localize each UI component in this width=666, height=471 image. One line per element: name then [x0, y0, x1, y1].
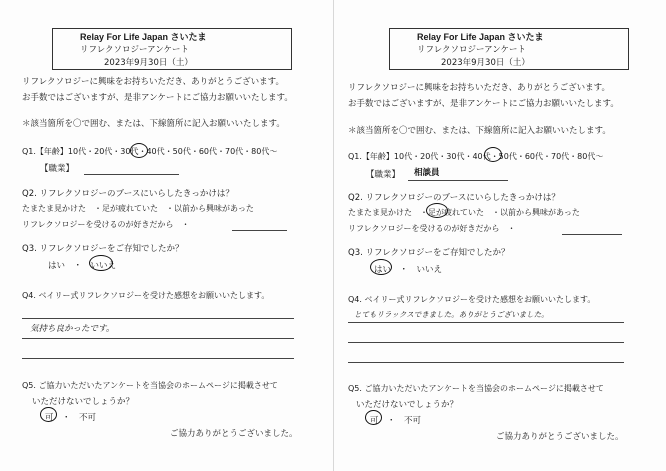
q5-line-2: いただけないでしょうか？ — [356, 400, 459, 410]
q2-question: Q2. リフレクソロジーのブースにいらしたきっかけは？ — [348, 193, 560, 203]
thanks-text: ご協力ありがとうございました。 — [496, 432, 624, 442]
age-answer-circle — [484, 147, 502, 162]
intro-line-2: お手数ではございますが、是非アンケートにご協力お願いいたします。 — [348, 99, 619, 109]
q2-options: たまたま見かけた ・足が疲れていた ・以前から興味があった — [348, 208, 580, 217]
survey-date: 2023年9月30日（土） — [104, 58, 193, 68]
q4-line-1 — [348, 322, 624, 323]
instruction: ＊該当箇所を〇で囲む、または、下線箇所に記入お願いいたします。 — [348, 126, 611, 136]
q4-line-2 — [348, 342, 624, 343]
age-answer-circle — [130, 143, 148, 158]
q5-answer-circle — [40, 407, 57, 422]
q5-options: 可 ・ 不可 — [370, 416, 422, 426]
q4-handwritten-answer: とてもリラックスできました。ありがとうございました。 — [354, 310, 549, 319]
q5-line-1: Q5. ご協力いただいたアンケートを当協会のホームページに掲載させて — [348, 384, 604, 393]
instruction: ＊該当箇所を〇で囲む、または、下線箇所に記入お願いいたします。 — [22, 119, 285, 129]
survey-header — [52, 28, 292, 70]
survey-title: リフレクソロジーアンケート — [417, 45, 527, 55]
q2-question: Q2. リフレクソロジーのブースにいらしたきっかけは？ — [22, 189, 234, 199]
q3-options: はい ・ いいえ — [374, 265, 443, 275]
survey-title: リフレクソロジーアンケート — [80, 45, 190, 55]
intro-line-1: リフレクソロジーに興味をお持ちいただき、ありがとうございます。 — [22, 77, 284, 87]
q1-job-label: 【職業】 — [40, 164, 75, 174]
q5-line-2: いただけないでしょうか？ — [32, 397, 135, 407]
q3-question: Q3. リフレクソロジーをご存知でしたか？ — [22, 244, 184, 254]
q2-options-2: リフレクソロジーを受けるのが好きだから ・ — [22, 220, 190, 229]
q4-line-2 — [22, 338, 294, 339]
job-line — [84, 174, 179, 175]
q4-line-3 — [22, 358, 294, 359]
intro-line-1: リフレクソロジーに興味をお持ちいただき、ありがとうございます。 — [348, 83, 610, 93]
org-name: Relay For Life Japan さいたま — [80, 32, 207, 42]
q5-options: 可 ・ 不可 — [45, 413, 97, 423]
q1-age: Q1.【年齢】10代・20代・30代・40代・50代・60代・70代・80代～ — [348, 152, 604, 161]
q5-answer-circle — [365, 410, 382, 425]
q4-handwritten-answer: 気持ち良かったです。 — [30, 324, 115, 334]
q3-answer-circle — [89, 255, 113, 271]
org-name: Relay For Life Japan さいたま — [417, 32, 544, 42]
q2-options-2: リフレクソロジーを受けるのが好きだから ・ — [348, 224, 516, 233]
q1-job-label: 【職業】 — [366, 170, 401, 180]
survey-sheet-right — [333, 0, 666, 471]
q4-question: Q4. ベイリー式リフレクソロジーを受けた感想をお願いいたします。 — [348, 295, 596, 304]
survey-header — [389, 28, 629, 70]
q2-answer-circle — [426, 203, 448, 218]
q4-line-1 — [22, 318, 294, 319]
survey-date: 2023年9月30日（土） — [441, 58, 530, 68]
q4-line-3 — [348, 362, 624, 363]
q3-answer-circle — [370, 259, 392, 275]
q2-options: たまたま見かけた ・足が疲れていた ・以前から興味があった — [22, 204, 254, 213]
job-line — [408, 180, 508, 181]
q4-question: Q4. ベイリー式リフレクソロジーを受けた感想をお願いいたします。 — [22, 291, 270, 300]
job-handwritten-answer: 相談員 — [414, 168, 440, 178]
q3-question: Q3. リフレクソロジーをご存知でしたか？ — [348, 248, 510, 258]
thanks-text: ご協力ありがとうございました。 — [170, 429, 298, 439]
q1-age: Q1.【年齢】10代・20代・30代・40代・50代・60代・70代・80代～ — [22, 147, 278, 156]
q5-line-1: Q5. ご協力いただいたアンケートを当協会のホームページに掲載させて — [22, 381, 278, 390]
q2-other-line — [232, 230, 287, 231]
q3-options: はい ・ いいえ — [48, 261, 117, 271]
intro-line-2: お手数ではございますが、是非アンケートにご協力お願いいたします。 — [22, 93, 293, 103]
q2-other-line — [562, 234, 622, 235]
